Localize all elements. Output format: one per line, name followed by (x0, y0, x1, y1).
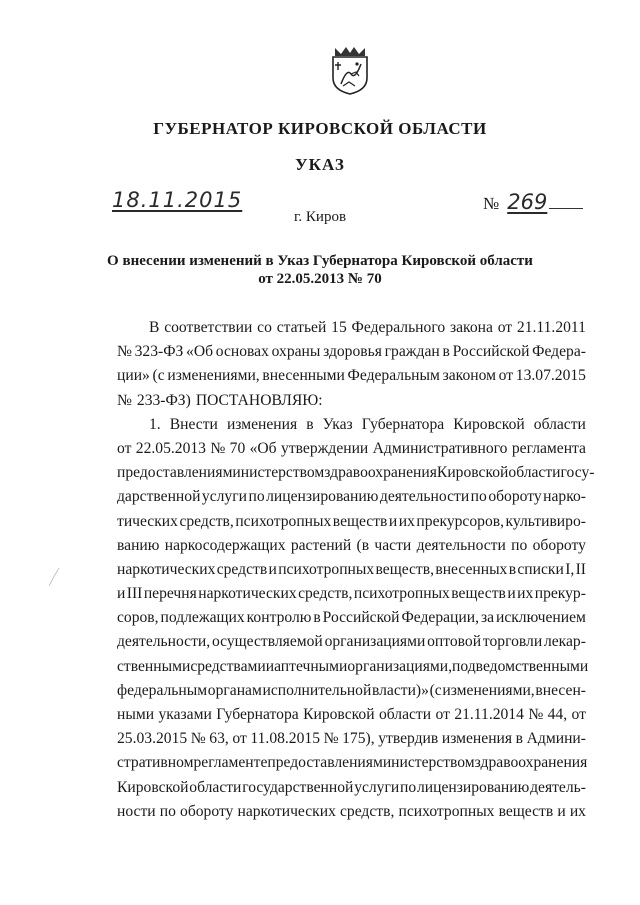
body-word: 175), (342, 730, 375, 748)
body-word: в (508, 560, 517, 578)
body-word: Российской (452, 343, 530, 361)
body-word: организациями (324, 633, 426, 651)
body-line (117, 558, 586, 582)
body-word: услуги (354, 778, 400, 796)
body-line (117, 703, 586, 727)
body-word: стративном (117, 754, 194, 772)
body-word: Федерального (351, 319, 446, 336)
body-word: 323-ФЗ (134, 343, 184, 361)
body-word: веществ (332, 512, 388, 530)
body-word: 233-ФЗ) (136, 391, 191, 409)
body-word: от (232, 730, 247, 748)
body-word: торговли (482, 633, 543, 651)
body-word: 21.11.2014 (454, 706, 524, 723)
body-word: 22.05.2013 (135, 439, 206, 457)
body-word: и (388, 512, 398, 530)
body-word: деятельности (416, 536, 506, 554)
body-word: предоставления (117, 464, 223, 482)
body-word: от (571, 706, 586, 723)
body-word: 15 (331, 319, 347, 336)
document-type: УКАЗ (295, 155, 345, 174)
body-word: III (126, 585, 143, 603)
body-word: изменениями, (167, 367, 260, 385)
body-word: средств (216, 560, 268, 578)
decree-body (117, 316, 595, 824)
coat-of-arms-drawing (329, 44, 371, 96)
body-word: II (575, 560, 586, 578)
body-line (117, 413, 586, 437)
body-word: федеральным (117, 681, 208, 699)
body-line (117, 679, 586, 703)
body-word: списки (517, 560, 564, 578)
body-line (117, 727, 586, 751)
body-word: со (257, 319, 272, 336)
body-line (117, 630, 586, 654)
body-word: их (398, 512, 415, 530)
body-word: соответствии (164, 319, 253, 336)
body-word: Губернатора (216, 706, 299, 723)
body-word: госу- (560, 464, 595, 482)
body-word: регламента (511, 439, 586, 457)
body-word: средств, (340, 802, 395, 820)
body-word: министерством (222, 464, 325, 482)
body-word: средствами (190, 657, 266, 675)
body-word: закона (449, 319, 493, 336)
body-word: 13.07.2015 (515, 367, 586, 385)
body-word: веществ (451, 585, 506, 603)
body-word: Федерации, (401, 609, 479, 627)
body-word: Федеральным (347, 367, 440, 385)
body-word: психотропных (235, 512, 332, 530)
body-word: и (265, 657, 275, 675)
body-word: соров, (117, 609, 159, 627)
body-line (117, 582, 586, 606)
body-word: оптовой (427, 633, 482, 651)
body-word: их (569, 802, 586, 820)
body-word: и (507, 585, 516, 603)
body-word: «Об (186, 343, 214, 361)
body-word: в (313, 609, 321, 627)
body-word: от (497, 319, 513, 336)
body-word: основах (215, 343, 269, 361)
body-word: тических (117, 512, 178, 530)
body-word: прекурсоров, (416, 512, 505, 530)
body-word: В (149, 319, 160, 336)
body-word: законом (442, 367, 496, 385)
body-word: нарко- (543, 488, 586, 506)
body-word: культивиро- (505, 512, 586, 530)
margin-pen-mark (47, 566, 61, 588)
body-word: внесенных (435, 560, 508, 578)
body-word: по (159, 802, 176, 820)
body-word: области (533, 415, 586, 433)
body-word: обороту (532, 536, 586, 554)
body-word: 70 (229, 439, 246, 457)
body-word: по (400, 778, 417, 796)
body-word: веществ (498, 802, 554, 820)
body-word: министерством (372, 754, 475, 772)
body-line (117, 776, 586, 800)
body-word: наркотических (117, 560, 216, 578)
number-sign: № (483, 194, 500, 213)
body-word: ПОСТАНОВЛЯЮ: (195, 391, 323, 409)
body-word: Указ (322, 415, 353, 433)
body-word: обороту (180, 802, 234, 820)
body-word: Кировской (436, 464, 509, 482)
body-word: и (117, 585, 126, 603)
body-word: осуществляемой (211, 633, 323, 651)
body-word: наркотических (198, 585, 297, 603)
body-line (117, 389, 586, 413)
body-line (117, 340, 586, 364)
body-word: области (189, 778, 242, 796)
body-word: Админи- (526, 730, 586, 748)
body-word: и (557, 802, 566, 820)
body-word: 63, (209, 730, 229, 748)
body-word: Кировской (117, 778, 189, 796)
body-word: Внести (169, 415, 218, 433)
body-word: изменения (226, 415, 298, 433)
body-word: наркотических (237, 802, 336, 820)
body-word: (в (356, 536, 370, 554)
body-word: организациями, (347, 657, 453, 675)
body-word: здравоохранения (324, 464, 437, 482)
body-word: средств, (298, 585, 353, 603)
coat-of-arms-icon (329, 44, 371, 96)
body-word: лекар- (543, 633, 586, 651)
body-word: здравоохранения (474, 754, 588, 772)
body-word: Федера- (532, 343, 586, 361)
body-word: исключением (495, 609, 586, 627)
body-word: и (268, 560, 277, 578)
body-word: ванию (117, 536, 160, 554)
body-line (117, 655, 589, 679)
body-word: от (498, 367, 514, 385)
body-word: контролю (246, 609, 312, 627)
body-word: внесен- (535, 681, 586, 699)
body-word: ции» (117, 367, 150, 385)
body-line (117, 751, 586, 775)
city: г. Киров (293, 209, 347, 225)
body-word: здоровья (323, 343, 382, 361)
body-word: подлежащих (160, 609, 245, 627)
body-word: 21.11.2011 (516, 319, 586, 336)
body-word: деятельности, (117, 633, 211, 651)
body-word: 1. (149, 415, 161, 433)
body-word: от (117, 439, 132, 457)
body-line (117, 606, 586, 630)
body-word: обороту (488, 488, 542, 506)
body-line (117, 800, 586, 824)
body-word: «Об (249, 439, 277, 457)
body-word: Кировской (303, 706, 375, 723)
body-word: за (480, 609, 495, 627)
body-word: деятель- (530, 778, 586, 796)
body-word: Губернатора (361, 415, 445, 433)
body-word: услуги (201, 488, 247, 506)
body-word: их (517, 585, 534, 603)
issuing-authority: ГУБЕРНАТОР КИРОВСКОЙ ОБЛАСТИ (153, 119, 487, 138)
body-word: ности (117, 802, 156, 820)
body-word: лицензированию (266, 488, 379, 506)
body-word: изменения (441, 730, 513, 748)
body-word: в (442, 343, 450, 361)
body-word: Российской (322, 609, 400, 627)
body-word: области (378, 706, 432, 723)
body-line (117, 437, 586, 461)
body-line (117, 485, 586, 509)
body-word: (с (429, 681, 442, 699)
body-word: психотропных (278, 560, 375, 578)
body-word: исполнительной (262, 681, 372, 699)
body-word: утвердив (378, 730, 439, 748)
body-word: растений (290, 536, 352, 554)
document-number: 269 (507, 190, 548, 214)
body-word: государственной (242, 778, 354, 796)
body-word: Административного (372, 439, 508, 457)
body-word: статьей (276, 319, 327, 336)
body-word: власти)» (371, 681, 429, 699)
body-word: по (470, 488, 487, 506)
body-word: прекур- (534, 585, 586, 603)
body-word: № (117, 343, 132, 361)
body-word: по (248, 488, 265, 506)
body-word: перечня (143, 585, 197, 603)
body-word: регламенте (193, 754, 268, 772)
body-line (117, 534, 586, 558)
body-line (117, 461, 595, 485)
body-word: ными (117, 706, 155, 723)
body-word: 25.03.2015 (117, 730, 188, 748)
body-word: внесенными (262, 367, 345, 385)
body-word: психотропных (353, 585, 450, 603)
body-word: № (190, 730, 206, 748)
body-word: в (306, 415, 314, 433)
body-line (117, 316, 586, 340)
body-word: веществ, (375, 560, 435, 578)
body-word: I, (565, 560, 575, 578)
body-word: № (117, 391, 132, 409)
body-word: ственными (117, 657, 191, 675)
body-word: № (528, 706, 544, 723)
body-word: психотропных (398, 802, 495, 820)
subject-line: О внесении изменений в Указ Губернатора Кировской области (107, 253, 533, 269)
body-word: указами (158, 706, 212, 723)
body-word: 11.08.2015 (250, 730, 320, 748)
body-line (117, 510, 586, 534)
body-word: изменениями, (442, 681, 535, 699)
body-word: от (435, 706, 450, 723)
body-word: № (210, 439, 226, 457)
body-word: дарственной (117, 488, 201, 506)
body-word: области (508, 464, 561, 482)
body-word: 44, (547, 706, 568, 723)
body-word: подведомственными (452, 657, 589, 675)
body-word: граждан (384, 343, 440, 361)
body-word: в (515, 730, 524, 748)
body-word: № (323, 730, 339, 748)
body-word: органам (207, 681, 262, 699)
body-word: предоставления (267, 754, 373, 772)
subject-line: от 22.05.2013 № 70 (258, 271, 382, 287)
body-word: наркосодержащих (164, 536, 286, 554)
decree-subject (0, 252, 640, 288)
body-word: средств, (179, 512, 234, 530)
body-word: по (511, 536, 528, 554)
body-word: утверждении (281, 439, 369, 457)
body-word: охраны (271, 343, 321, 361)
document-date: 18.11.2015 (112, 188, 243, 212)
body-word: (с (152, 367, 165, 385)
body-word: деятельности (379, 488, 470, 506)
body-word: лицензированию (417, 778, 530, 796)
body-line (117, 364, 586, 388)
body-word: аптечными (274, 657, 348, 675)
body-word: части (374, 536, 412, 554)
body-word: Кировской (453, 415, 525, 433)
